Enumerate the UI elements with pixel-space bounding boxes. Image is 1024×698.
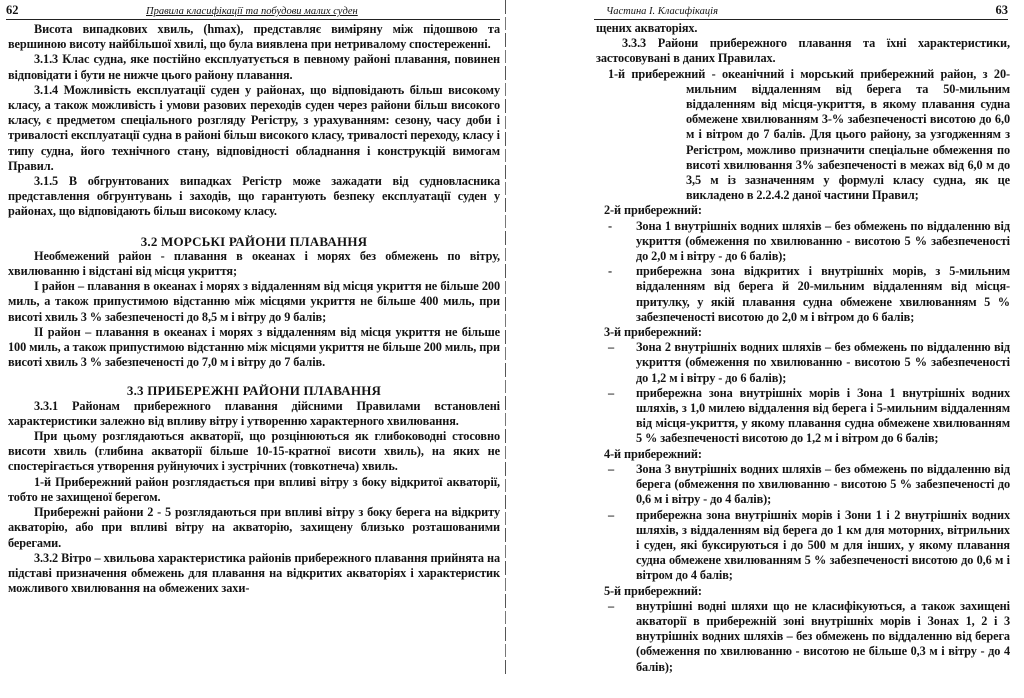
paragraph-text: Районам прибережного плавання дійсними Правилами встановлені характеристики залежно від впливу вітру і утворенню характерного хвилювання. — [8, 398, 500, 428]
term: Зона 2 внутрішніх водних шляхів — [636, 340, 822, 355]
running-head — [594, 4, 1008, 20]
zone-list-item — [596, 508, 1010, 584]
item-text: – без обмежень по віддаленню від берега (обмеження по хвилюванню - висотою 5 % забезпеченості до 0,6 м і вітру - до 4 балів); — [636, 461, 1010, 507]
zone-list-item — [596, 462, 1010, 508]
zone-list-item — [596, 219, 1010, 265]
term: прибережна зона внутрішніх морів і Зона 1 внутрішніх водних шляхів, — [636, 385, 1010, 416]
dash-bullet: – — [608, 598, 615, 613]
term: І район — [34, 279, 75, 294]
zone-1-description — [596, 67, 1010, 204]
term: Зона 1 внутрішніх водних шляхів — [636, 218, 822, 233]
zone-heading: 2-й прибережний: — [604, 203, 702, 218]
paragraph-text: – плавання в океанах і морях з віддаленням від місця укриття не більше 200 миль, а також припустимою відстанню між місцями укриття не більше 400 миль, при висоті хвиль 3 % забезпеченості до 8,5 м і вітру до 9 балів; — [8, 279, 501, 324]
right-page — [506, 0, 1024, 675]
term: прибережна зона внутрішніх морів і Зони 1 і 2 внутрішніх водних шляхів, — [636, 507, 1010, 537]
running-title: Правила класифікації та побудови малих суден — [146, 6, 358, 17]
paragraph-text: Райони прибережного плавання та їхні характеристики, застосовувані в даних Правилах. — [596, 36, 1010, 66]
coastal-zones-list — [596, 203, 1010, 674]
paragraph-text: Можливість експлуатації суден у районах, що відповідають більш високому класу, а також можливість і умови разових переходів суден через райони більш високого класу, є предметом спеціального розгляду Регістру, з урахуванням: сезону, часу доби і тривалості експлуатації судна в районі більш високого класу, тривалості переходу, класу і типу судна, його технічного стану, відповідності обладнання і конструкцій вимогам Правил. — [8, 82, 500, 173]
paragraph-region-1 — [8, 279, 500, 325]
page-number: 63 — [995, 3, 1008, 17]
zone-heading: 5-й прибережний: — [604, 583, 702, 598]
term: Зона 3 внутрішніх водних шляхів — [636, 461, 822, 476]
page-body — [596, 21, 1010, 675]
section-heading: 3.2 МОРСЬКІ РАЙОНИ ПЛАВАННЯ — [140, 233, 368, 249]
paragraph-text: Клас судна, яке постійно експлуатується в певному районі плавання, повинен відповідати і бути не нижче цього району плавання. — [8, 52, 500, 82]
item-text: з віддаленням від берега до 1 км для моторних, вітрильних і суден, які буксируються і до 500 м для інших, у якому плавання судна обмежене хвилюванням 5 % забезпеченості висотою до 0,6 м і вітром до 4 балів; — [636, 522, 1010, 583]
term: Необмежений район — [34, 248, 152, 263]
paragraph: При цьому розглядаються акваторії, що розцінюються як глибоководні стосовно висоти хвиль (глибина акваторії більше 10-15-кратної висоти хвиль), на яких не спостерігається утворення руйнуючих і зустрічних (товкотнеча) хвиль. — [8, 429, 500, 474]
paragraph-region-2 — [8, 325, 500, 371]
term: 1-й прибережний - океанічний і морський прибережний район, — [608, 66, 977, 81]
paragraph-text: В обгрунтованих випадках Регістр може зажадати від судновласника представлення обгрунтувань і заходів, що гарантують безпеку експлуатації суден у районах, що відповідають більш високому класу. — [8, 174, 500, 219]
clause-number: 3.1.3 — [34, 52, 59, 67]
paragraph-3-3-3 — [596, 36, 1010, 66]
dash-bullet: - — [608, 264, 612, 279]
zone-heading: 3-й прибережний: — [604, 325, 702, 340]
item-text: з 5-мильним віддаленням від берега й 20-мильним віддаленням від місця-притулку, у якій плавання судна обмежене хвилюванням 5 % забезпеченості висотою до 2,0 м і вітром до 6 балів; — [636, 264, 1010, 324]
running-head — [6, 4, 500, 20]
paragraph: Висота випадкових хвиль, (hmax), представляє виміряну між підошвою та вершиною висоту найбільшої хвилі, що була виявлена при нетривалому спостереженні. — [8, 22, 500, 52]
clause-number: 3.3.2 — [34, 550, 59, 565]
zone-list-item — [596, 340, 1010, 386]
paragraph-continuation: щених акваторіях. — [596, 21, 698, 35]
zone-list-item — [596, 264, 1010, 325]
page-number: 62 — [6, 3, 19, 17]
paragraph: Прибережні райони 2 - 5 розглядаються при впливі вітру з боку берега на відкриту акваторію, або при впливі вітру на акваторію, захищену близько розташованими берегами. — [8, 505, 500, 550]
dash-bullet: – — [608, 385, 615, 400]
paragraph-text: – плавання в океанах і морях з віддаленням від місця укриття не більше 100 миль, а також припустимою відстанню між місцями укриття не більше 200 миль, при висоті хвиль 3 % забезпеченості до 7,0 м і вітру до 7 балів. — [8, 324, 500, 370]
clause-number: 3.3.1 — [34, 398, 59, 413]
term: ІІ район — [34, 324, 81, 339]
term: прибережна зона відкритих і внутрішніх морів, — [636, 264, 927, 279]
paragraph-unlimited — [8, 249, 500, 279]
item-text: в прибережній зоні внутрішніх морів і Зонах 1, 2 і 3 внутрішніх водних шляхів – без обмежень по віддаленню від берега (обмеження по хвилюванню - висотою не більше 0,3 м і вітру - до 4 балів); — [636, 613, 1010, 674]
clause-number: 3.1.4 — [34, 82, 59, 97]
zone-heading: 4-й прибережний: — [604, 446, 702, 461]
paragraph-3-3-2 — [8, 551, 500, 597]
running-title: Частина І. Класифікація — [606, 6, 718, 17]
page-body — [8, 22, 500, 596]
clause-number: 3.1.5 — [34, 174, 59, 189]
item-text: – без обмежень по віддаленню від укриття (обмеження по хвилюванню - висотою 5 % забезпеченості до 2,0 м і вітру - до 6 балів); — [636, 218, 1010, 264]
paragraph-text: - плавання в океанах і морях без обмежень по вітру, хвилюванню і відстані від місця укриття; — [8, 248, 501, 279]
dash-bullet: – — [608, 507, 615, 522]
left-page — [0, 0, 506, 675]
zone-list-item — [596, 599, 1010, 675]
dash-bullet: – — [608, 340, 615, 355]
term: внутрішні водні шляхи що не класифікуються, а також захищені акваторії — [636, 598, 1010, 628]
section-heading: 3.3 ПРИБЕРЕЖНІ РАЙОНИ ПЛАВАННЯ — [126, 383, 382, 399]
paragraph-3-3-1 — [8, 399, 500, 429]
paragraph: 1-й Прибережний район розглядається при впливі вітру з боку відкритої акваторії, тобто не захищеної берегом. — [8, 474, 500, 504]
paragraph-3-1-5 — [8, 174, 500, 220]
dash-bullet: - — [608, 218, 612, 233]
paragraph-3-1-3 — [8, 52, 500, 82]
zone-list-item — [596, 386, 1010, 447]
clause-number: 3.3.3 — [622, 36, 647, 51]
item-text: з 1,0 милею віддалення від берега і 5-мильним віддаленням від місця-укриття, у якому плавання судна обмежене хвилюванням 5 % забезпеченості висотою до 1,2 м і вітром до 6 балів; — [636, 401, 1010, 446]
paragraph-text: Вітро – хвильова характеристика районів прибережного плавання прийнята на підставі призначення обмежень для плавання на відкритих акваторіях і характеристик можливого хвилювання на обмежених захи- — [8, 550, 500, 596]
item-text: – без обмежень по віддаленню від укриття (обмеження по хвилюванню - висотою 5 % забезпеченості до 1,2 м і вітру - до 6 балів); — [636, 340, 1010, 385]
dash-bullet: – — [608, 461, 615, 476]
paragraph-3-1-4 — [8, 83, 500, 174]
paragraph-text: з 20-мильним віддаленням від берега та 50-мильним віддаленням від місця-укриття, в якому плавання судна обмежене хвилюванням 3-% забезпеченості висотою до 6,0 м і вітром до 7 балів. Для цього району, за узгодженням з Регістром, можливо призначити спеціальне обмеження по висоті хвилювання 3% забезпеченості в межах від 6,0 м до 3,5 м із зазначенням у формулі класу судна, як це викладено в 2.2.4.2 даної частини Правил; — [686, 66, 1010, 203]
